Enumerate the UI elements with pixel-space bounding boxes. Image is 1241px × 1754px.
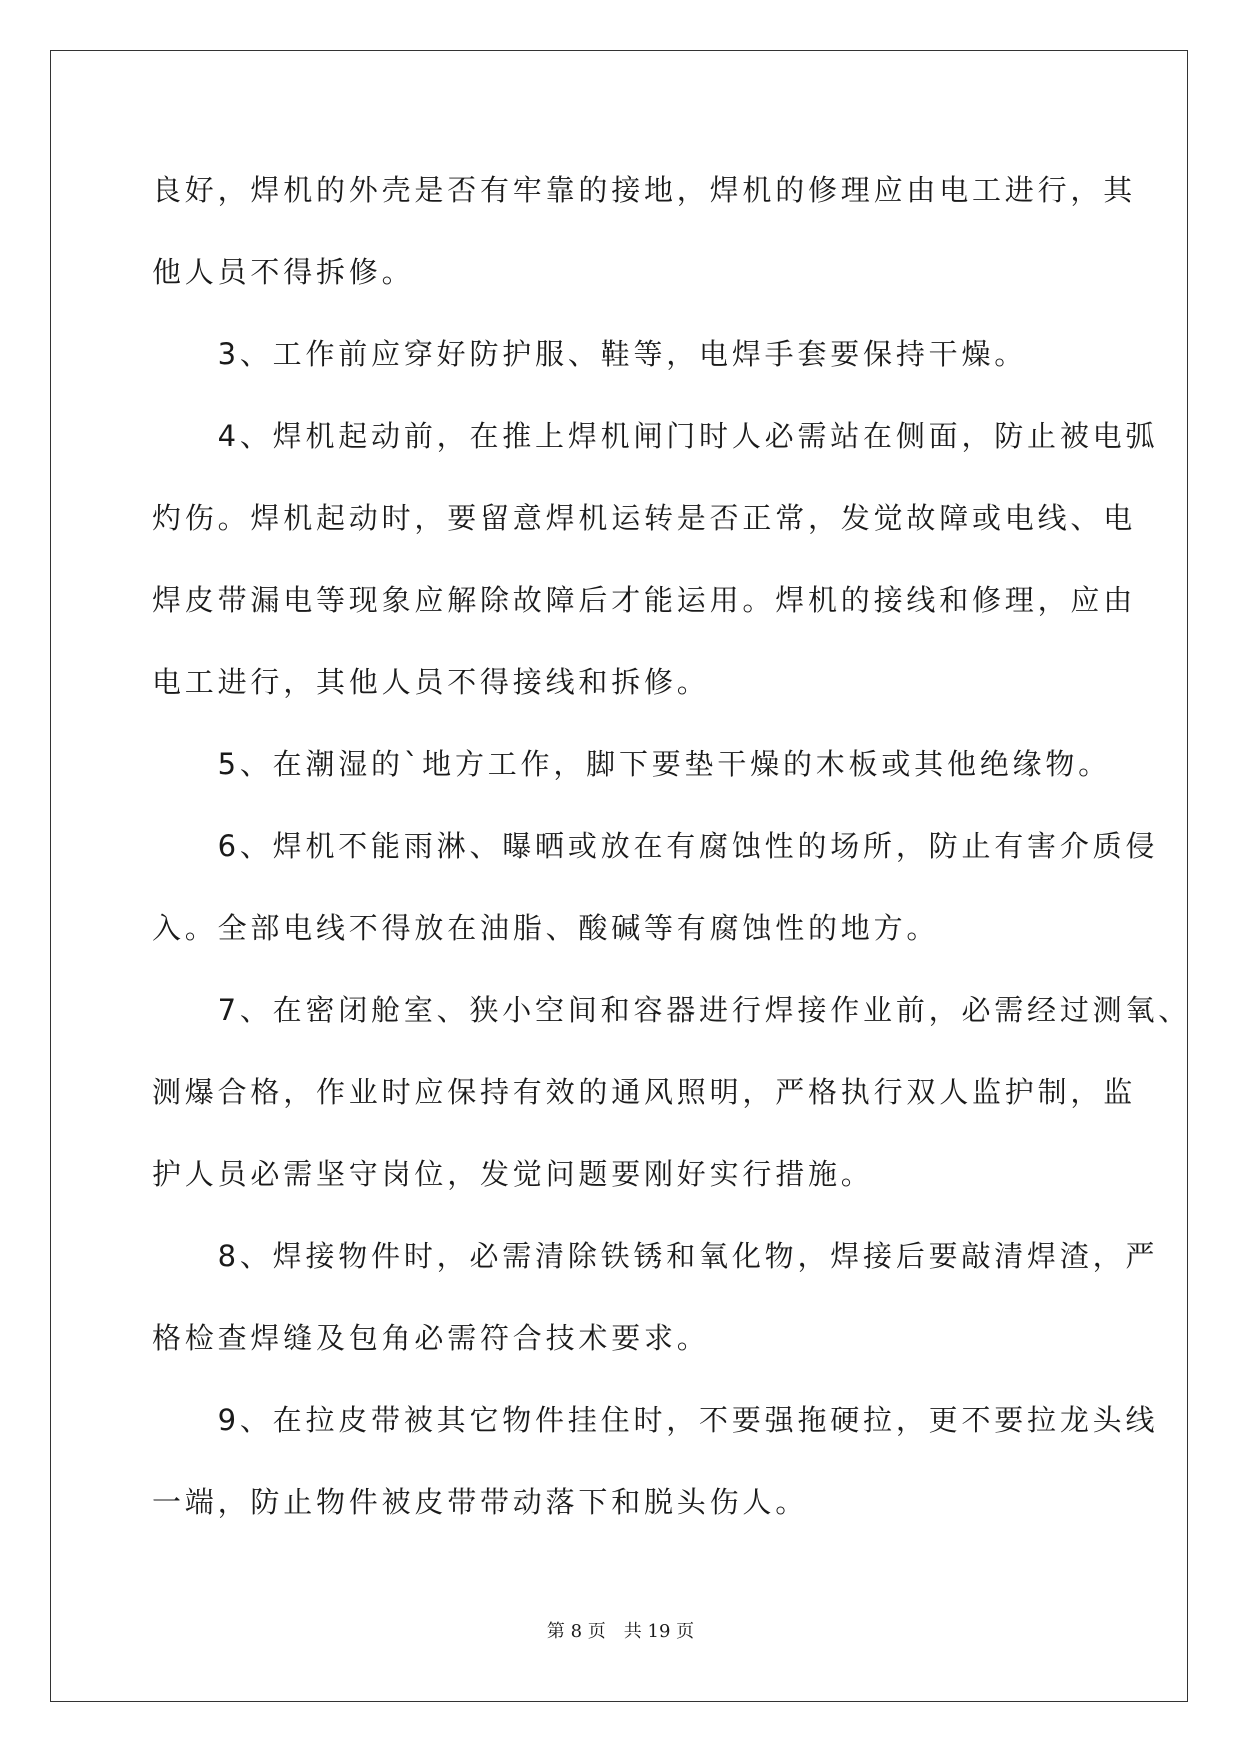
text-line: 6、焊机不能雨淋、曝晒或放在有腐蚀性的场所，防止有害介质侵	[152, 829, 1159, 863]
text-line: 3、工作前应穿好防护服、鞋等，电焊手套要保持干燥。	[152, 337, 1028, 371]
text-line: 一端，防止物件被皮带带动落下和脱头伤人。	[152, 1485, 809, 1519]
text-line: 格检查焊缝及包角必需符合技术要求。	[152, 1321, 710, 1355]
document-body	[152, 160, 1192, 1554]
text-line: 入。全部电线不得放在油脂、酸碱等有腐蚀性的地方。	[152, 911, 940, 945]
text-line: 9、在拉皮带被其它物件挂住时，不要强拖硬拉，更不要拉龙头线	[152, 1403, 1159, 1437]
text-line: 灼伤。焊机起动时，要留意焊机运转是否正常，发觉故障或电线、电	[152, 501, 1137, 535]
text-line: 良好，焊机的外壳是否有牢靠的接地，焊机的修理应由电工进行，其	[152, 173, 1137, 207]
text-line: 电工进行，其他人员不得接线和拆修。	[152, 665, 710, 699]
text-line: 7、在密闭舱室、狭小空间和容器进行焊接作业前，必需经过测氧、	[152, 993, 1192, 1027]
text-line: 4、焊机起动前，在推上焊机闸门时人必需站在侧面，防止被电弧	[152, 419, 1159, 453]
text-line: 8、焊接物件时，必需清除铁锈和氧化物，焊接后要敲清焊渣，严	[152, 1239, 1159, 1273]
text-line: 他人员不得拆修。	[152, 255, 415, 289]
text-line: 5、在潮湿的`地方工作，脚下要垫干燥的木板或其他绝缘物。	[152, 747, 1111, 781]
text-line: 测爆合格，作业时应保持有效的通风照明，严格执行双人监护制，监	[152, 1075, 1137, 1109]
page-number-footer: 第 8 页 共 19 页	[546, 1621, 695, 1642]
text-line: 护人员必需坚守岗位，发觉问题要刚好实行措施。	[152, 1157, 874, 1191]
text-line: 焊皮带漏电等现象应解除故障后才能运用。焊机的接线和修理，应由	[152, 583, 1137, 617]
